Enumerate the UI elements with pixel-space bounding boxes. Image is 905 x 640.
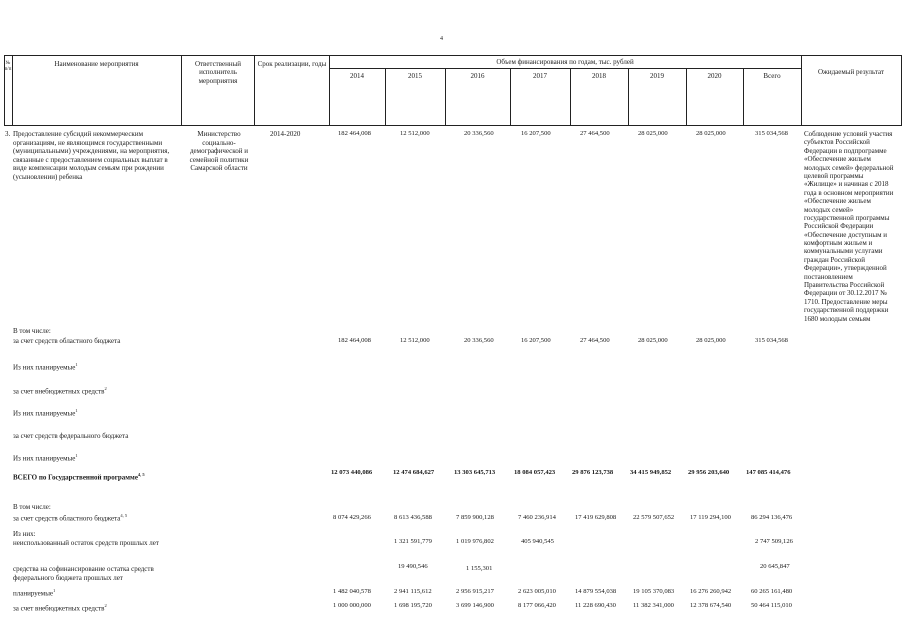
unused-balance-label: неиспользованный остаток средств прошлых лет — [13, 539, 159, 547]
total-value-2017: 18 084 057,423 — [514, 469, 556, 476]
cofinancing-2015: 19 490,546 — [398, 563, 428, 570]
total-value-2018: 29 876 123,738 — [572, 469, 614, 476]
main-value-2019: 28 025,000 — [638, 130, 668, 137]
total-planned-text: планируемые — [13, 589, 54, 598]
header-year-2018: 2018 — [592, 72, 606, 80]
planned-label-2-text: Из них планируемые — [13, 409, 76, 418]
offbudget-label-text: за счет внебюджетных средств — [13, 387, 105, 396]
offbudget-2014: 1 000 000,000 — [333, 602, 371, 609]
total-planned-label: планируемые$^1$ — [13, 588, 56, 598]
header-num: № п/п — [4, 61, 12, 72]
cofinancing-label: средства на софинансирование остатка средств федерального бюджета прошлых лет — [13, 565, 154, 582]
planned-2019: 19 105 370,083 — [633, 588, 675, 595]
planned-2017: 2 623 005,010 — [518, 588, 556, 595]
header-result: Ожидаемый результат — [817, 68, 885, 76]
total-regional-text: за счет средств областного бюджета — [13, 514, 121, 523]
regional-value-2019: 28 025,000 — [638, 337, 668, 344]
offbudget-2015: 1 698 195,720 — [394, 602, 432, 609]
expected-result: Соблюдение условий участия субъектов Российской Федерации в подпрограмме «Обеспечение жильем молодых семей» федеральной целевой программы «Жилище» и начиная с 2018 года в основном мероприятии «Обеспечение жильем молодых семей» государственной программы Российской Федерации «Обеспечение доступным и комфортным жильем и коммунальными услугами граждан Российской Федерации», утвержденной постановлением Правительства Российской Федерации от 30.12.2017 № 1710. Предоставление меры государственной поддержки 1680 молодым семьям — [804, 130, 894, 323]
total-regional-2014: 8 074 429,266 — [333, 514, 371, 521]
unused-2017: 405 940,545 — [521, 538, 554, 545]
regional-value-2018: 27 464,500 — [580, 337, 610, 344]
header-year-2014: 2014 — [350, 72, 364, 80]
total-regional-total: 86 294 136,476 — [751, 514, 793, 521]
event-description: Предоставление субсидий некоммерческим организациям, не являющимся государственными (муниципальными) учреждениями, на мероприятия, связанные с предоставлением социальных выплат в виде компенсации молодым семьям при рождении (усыновлении) ребенка — [13, 130, 170, 181]
header-year-2019: 2019 — [650, 72, 664, 80]
total-value-2020: 29 956 203,640 — [688, 469, 730, 476]
planned-2020: 16 276 260,942 — [690, 588, 732, 595]
regional-value-2020: 28 025,000 — [696, 337, 726, 344]
header-period: Срок реализации, годы — [257, 60, 327, 68]
total-regional-label — [13, 513, 127, 523]
header-year-2020: 2020 — [707, 72, 722, 80]
planned-total: 60 265 161,480 — [751, 588, 793, 595]
regional-value-2017: 16 207,500 — [521, 337, 551, 344]
of-them-label: Из них: — [13, 530, 36, 538]
unused-2015: 1 321 591,779 — [394, 538, 432, 545]
page-number: 4 — [440, 36, 443, 42]
header-year-2016: 2016 — [470, 72, 485, 80]
main-value-2016: 20 336,560 — [464, 130, 494, 137]
regional-value-2014: 182 464,008 — [338, 337, 371, 344]
offbudget-2016: 3 699 146,900 — [456, 602, 494, 609]
offbudget-2020: 12 378 674,540 — [690, 602, 732, 609]
planned-label-2: Из них планируемые$^1$ — [13, 408, 78, 418]
total-value-total: 147 085 414,476 — [746, 469, 791, 476]
row-number: 3. — [5, 130, 11, 138]
planned-label-3-text: Из них планируемые — [13, 454, 76, 463]
total-regional-2020: 17 119 294,100 — [690, 514, 731, 521]
total-value-2014: 12 073 440,086 — [331, 469, 373, 476]
main-value-2014: 182 464,008 — [338, 130, 371, 137]
regional-budget-label: за счет средств областного бюджета — [13, 337, 121, 345]
offbudget-2018: 11 228 690,430 — [575, 602, 616, 609]
program-total-text: ВСЕГО по Государственной программе — [13, 473, 138, 482]
header-year-2017: 2017 — [533, 72, 547, 80]
main-value-2017: 16 207,500 — [521, 130, 551, 137]
offbudget-2019: 11 382 341,000 — [633, 602, 674, 609]
planned-2016: 2 956 915,217 — [456, 588, 494, 595]
unused-total: 2 747 509,126 — [755, 538, 793, 545]
header-event: Наименование мероприятия — [54, 60, 139, 68]
total-value-2019: 34 415 949,852 — [630, 469, 672, 476]
main-value-2020: 28 025,000 — [696, 130, 726, 137]
regional-value-2016: 20 336,560 — [464, 337, 494, 344]
total-offbudget-text: за счет внебюджетных средств — [13, 604, 105, 613]
total-offbudget-label: за счет внебюджетных средств$^2$ — [13, 603, 107, 613]
main-value-total: 315 034,568 — [755, 130, 788, 137]
total-regional-2015: 8 613 436,588 — [394, 514, 432, 521]
planned-label-1: Из них планируемые$^1$ — [13, 362, 78, 372]
offbudget-2017: 8 177 066,420 — [518, 602, 556, 609]
total-including-label: В том числе: — [13, 503, 51, 511]
planned-label-3: Из них планируемые$^1$ — [13, 453, 78, 463]
cofinancing-total: 20 645,847 — [760, 563, 790, 570]
regional-value-2015: 12 512,000 — [400, 337, 430, 344]
cofinancing-2016: 1 155,301 — [466, 565, 493, 572]
program-total-sup: 4, 5 — [137, 472, 145, 477]
main-value-2018: 27 464,500 — [580, 130, 610, 137]
total-regional-2017: 7 460 236,914 — [518, 514, 556, 521]
offbudget-label: за счет внебюджетных средств$^2$ — [13, 386, 107, 396]
total-value-2015: 12 474 684,627 — [393, 469, 435, 476]
header-financing: Объем финансирования по годам, тыс. рублей — [496, 58, 634, 66]
header-executor: Ответственный исполнитель мероприятия — [194, 60, 242, 85]
header-year-2015: 2015 — [408, 72, 422, 80]
total-regional-2019: 22 579 507,652 — [633, 514, 675, 521]
period-value: 2014-2020 — [270, 130, 301, 138]
regional-value-total: 315 034,568 — [755, 337, 788, 344]
planned-2018: 14 879 554,038 — [575, 588, 617, 595]
total-value-2016: 13 303 645,713 — [454, 469, 496, 476]
header-total: Всего — [763, 72, 781, 80]
program-total-label — [13, 472, 163, 482]
total-regional-sup: 4, 5 — [120, 513, 128, 518]
federal-budget-label: за счет средств федерального бюджета — [13, 432, 129, 440]
unused-2016: 1 019 976,802 — [456, 538, 494, 545]
including-label: В том числе: — [13, 327, 51, 335]
planned-2014: 1 482 040,578 — [333, 588, 371, 595]
executor-name: Министерство социально-демографической и семейной политики Самарской области — [189, 130, 249, 173]
planned-label-1-text: Из них планируемые — [13, 363, 76, 372]
main-value-2015: 12 512,000 — [400, 130, 430, 137]
offbudget-total: 50 464 115,010 — [751, 602, 792, 609]
total-regional-2016: 7 859 900,128 — [456, 514, 494, 521]
total-regional-2018: 17 419 629,808 — [575, 514, 617, 521]
planned-2015: 2 941 115,612 — [394, 588, 432, 595]
